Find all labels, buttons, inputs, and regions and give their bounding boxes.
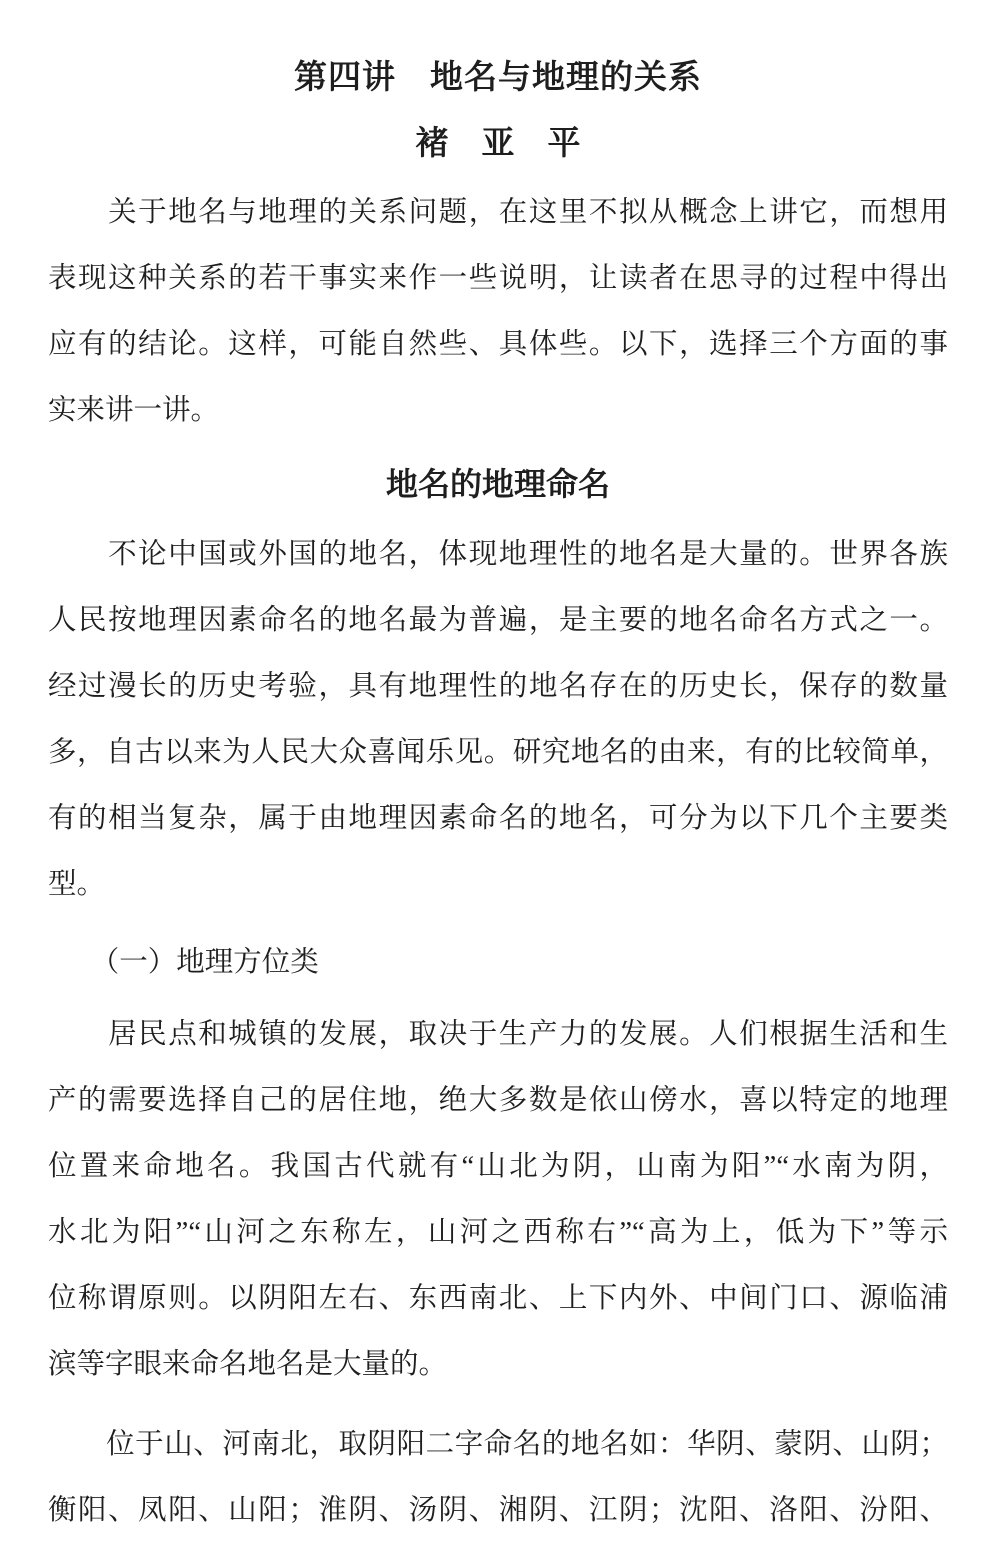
paragraph-intro: [48, 180, 948, 444]
text-line: 实来讲一讲。: [48, 395, 220, 426]
subsection-heading-direction-type: （一）地理方位类: [48, 947, 319, 978]
text-line: 水北为阳”“山河之东称左，山河之西称右”“高为上，低为下”等示: [48, 1217, 948, 1248]
text-line: 位称谓原则。以阴阳左右、东西南北、上下内外、中间门口、源临浦: [48, 1283, 948, 1314]
text-line: 衡阳、凤阳、山阳；淮阴、汤阴、湘阴、江阴；沈阳、洛阳、汾阳、: [48, 1495, 948, 1526]
text-line: 关于地名与地理的关系问题，在这里不拟从概念上讲它，而想用: [48, 197, 948, 228]
text-line: 居民点和城镇的发展，取决于生产力的发展。人们根据生活和生: [48, 1019, 948, 1050]
document-author: 褚亚平: [415, 126, 614, 162]
text-line: 表现这种关系的若干事实来作一些说明，让读者在思寻的过程中得出: [48, 263, 948, 294]
text-line: 滨等字眼来命名地名是大量的。: [48, 1349, 448, 1380]
text-line: 位于山、河南北，取阴阳二字命名的地名如：华阴、蒙阴、山阴；: [48, 1429, 948, 1460]
text-line: 人民按地理因素命名的地名最为普遍，是主要的地名命名方式之一。: [48, 605, 948, 636]
text-line: 经过漫长的历史考验，具有地理性的地名存在的历史长，保存的数量: [48, 671, 948, 702]
paragraph-yin-yang-examples: [48, 1412, 948, 1541]
text-line: 多，自古以来为人民大众喜闻乐见。研究地名的由来，有的比较简单，: [48, 737, 948, 768]
text-line: 型。: [48, 869, 106, 900]
text-line: 产的需要选择自己的居住地，绝大多数是依山傍水，喜以特定的地理: [48, 1085, 948, 1116]
text-line: 应有的结论。这样，可能自然些、具体些。以下，选择三个方面的事: [48, 329, 948, 360]
section-heading-geographic-naming: 地名的地理命名: [385, 466, 610, 502]
document-title: 第四讲 地名与地理的关系: [294, 60, 702, 96]
text-line: 不论中国或外国的地名，体现地理性的地名是大量的。世界各族: [48, 539, 948, 570]
paragraph-direction-type: [48, 1002, 948, 1398]
paragraph-geographic-naming: [48, 522, 948, 918]
text-line: 位置来命地名。我国古代就有“山北为阴，山南为阳”“水南为阴，: [48, 1151, 948, 1182]
text-line: 有的相当复杂，属于由地理因素命名的地名，可分为以下几个主要类: [48, 803, 948, 834]
